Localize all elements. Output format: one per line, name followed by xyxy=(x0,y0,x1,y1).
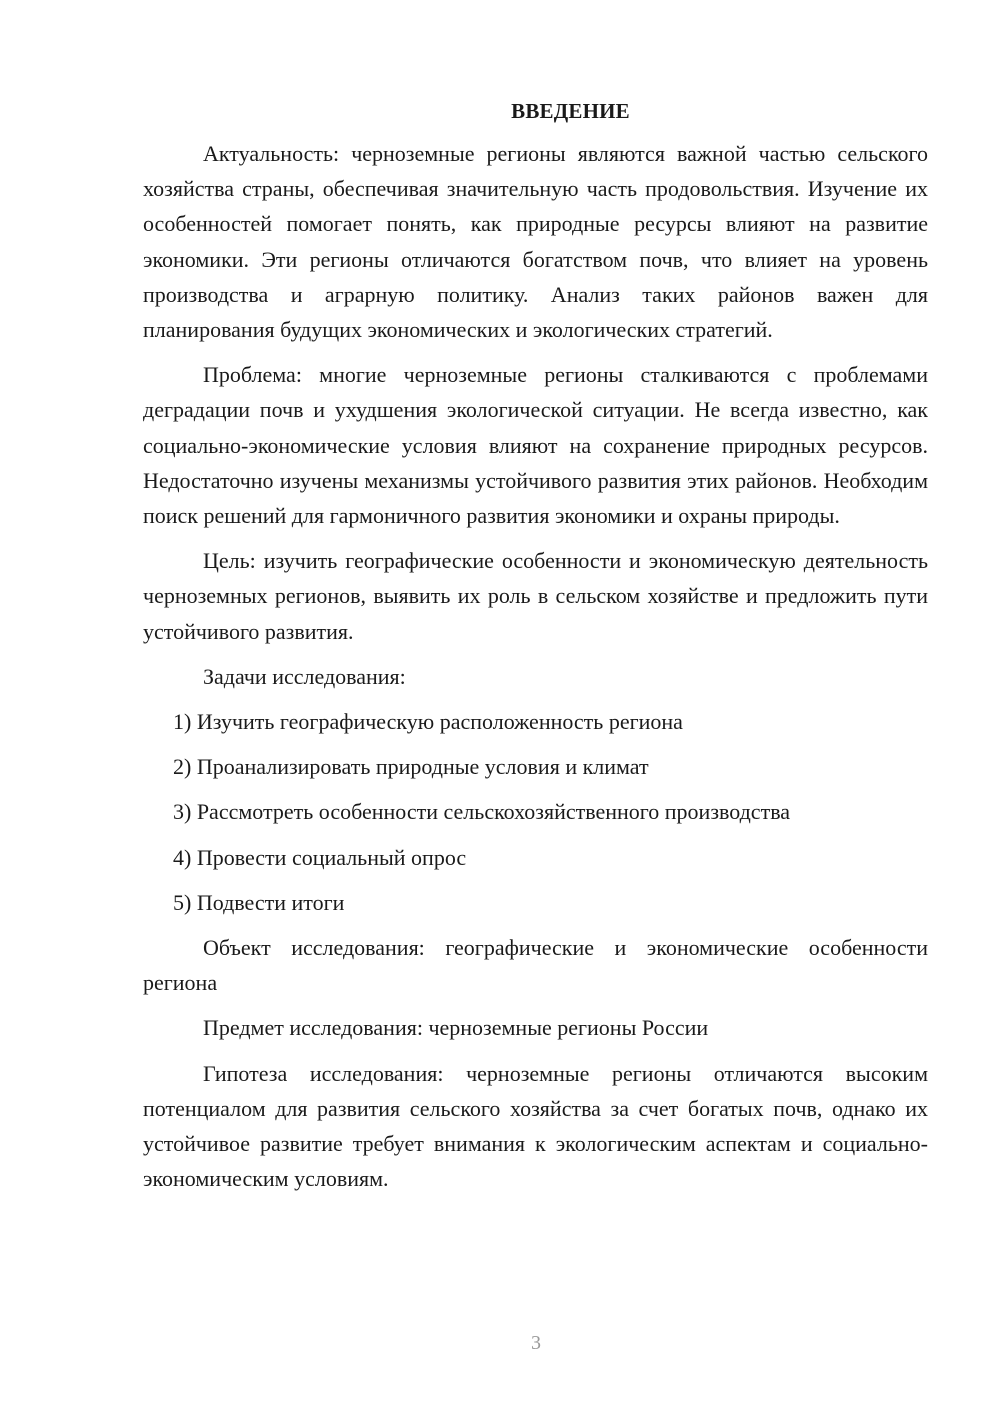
relevance-paragraph: Актуальность: черноземные регионы являются важной частью сельского хозяйства страны, обеспечивая значительную часть продовольствия. Изучение их особенностей помогает понять, как природные ресурсы влияют на развитие экономики. Эти регионы отличаются богатством почв, что влияет на уровень производства и аграрную политику. Анализ таких районов важен для планирования будущих экономических и экологических стратегий. xyxy=(143,141,928,343)
goal-paragraph: Цель: изучить географические особенности и экономическую деятельность черноземных регионов, выявить их роль в сельском хозяйстве и предложить пути устойчивого развития. xyxy=(143,548,928,644)
subject-paragraph: Предмет исследования: черноземные регионы России xyxy=(203,1015,709,1041)
problem-paragraph: Проблема: многие черноземные регионы сталкиваются с проблемами деградации почв и ухудшения экологической ситуации. Не всегда известно, как социально-экономические условия влияют на сохранение природных ресурсов. Недостаточно изучены механизмы устойчивого развития этих районов. Необходим поиск решений для гармоничного развития экономики и охраны природы. xyxy=(143,362,928,529)
task-item: 2) Проанализировать природные условия и климат xyxy=(173,754,649,780)
task-item: 1) Изучить географическую расположенность региона xyxy=(173,709,683,735)
page-content xyxy=(143,94,928,1206)
section-heading: ВВЕДЕНИЕ xyxy=(511,99,630,123)
hypothesis-paragraph: Гипотеза исследования: черноземные регионы отличаются высоким потенциалом для развития сельского хозяйства за счет богатых почв, однако их устойчивое развитие требует внимания к экологическим аспектам и социально-экономическим условиям. xyxy=(143,1060,928,1192)
object-paragraph: Объект исследования: географические и экономические особенности региона xyxy=(143,935,928,996)
task-item: 4) Провести социальный опрос xyxy=(173,844,467,870)
page-number: 3 xyxy=(531,1332,541,1354)
task-item: 3) Рассмотреть особенности сельскохозяйственного производства xyxy=(173,799,791,825)
tasks-title: Задачи исследования: xyxy=(203,663,406,689)
task-item: 5) Подвести итоги xyxy=(173,889,345,915)
